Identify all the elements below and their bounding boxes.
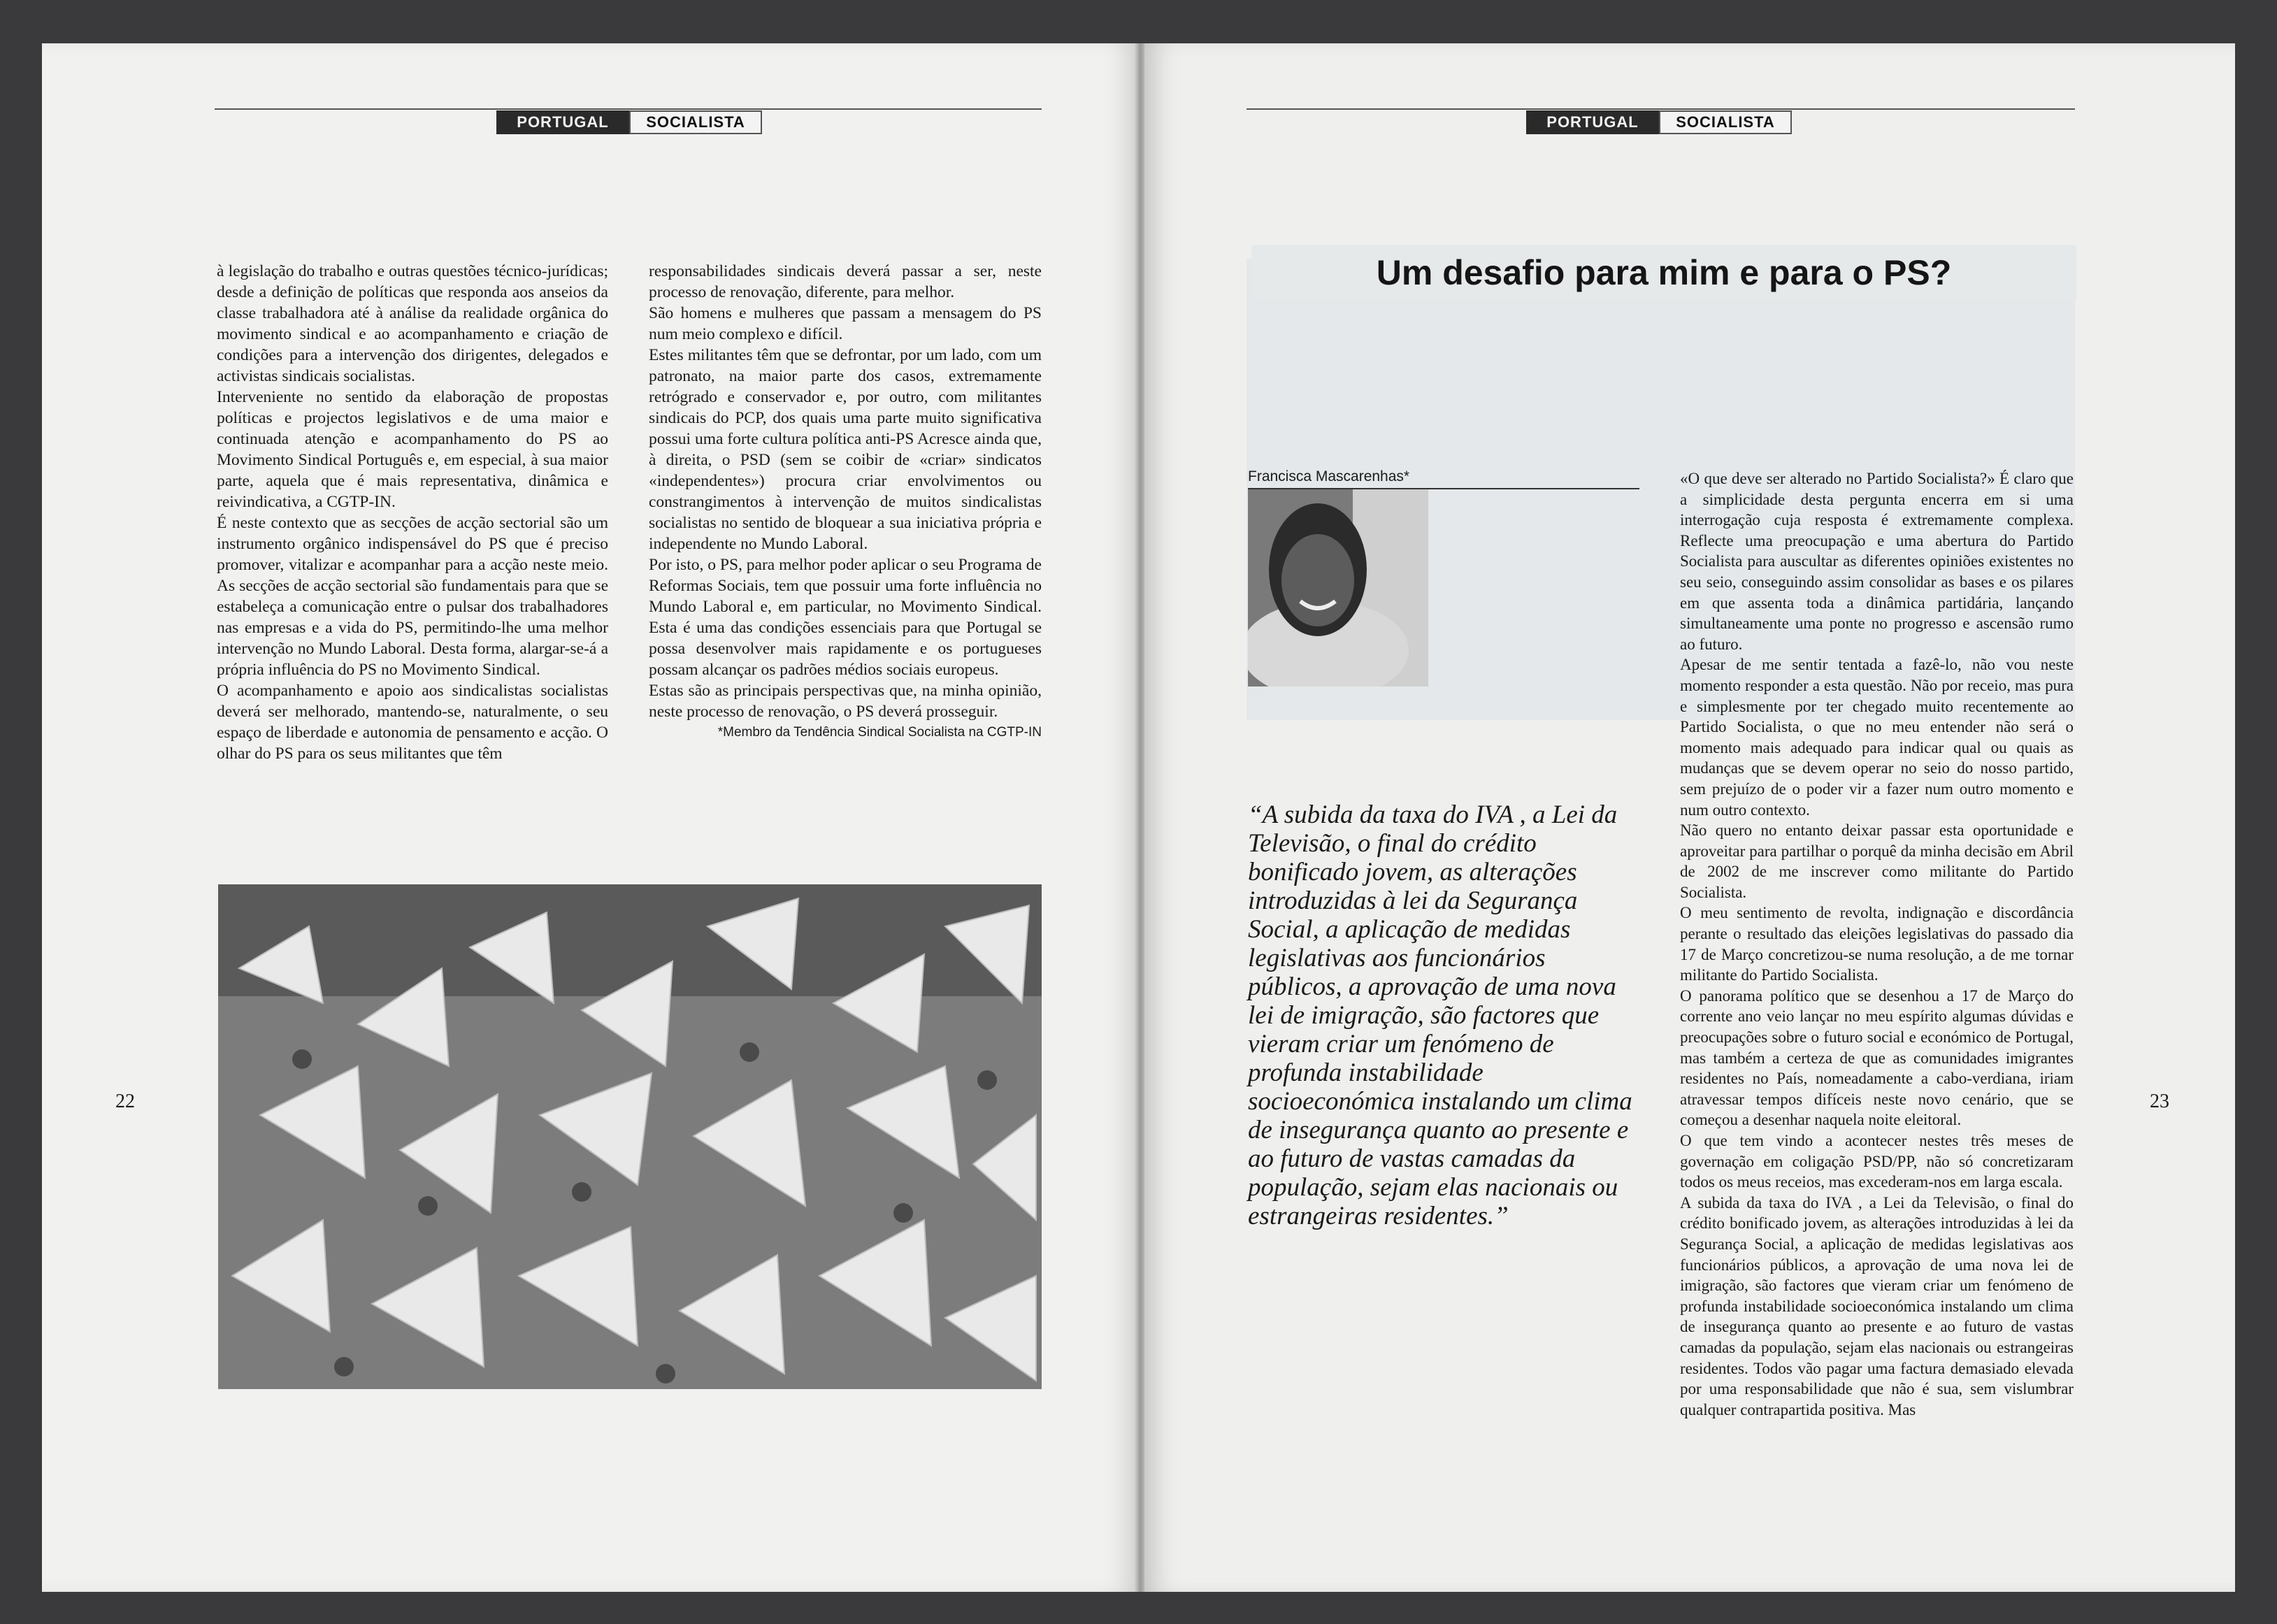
left-header-rule	[215, 108, 1042, 110]
left-column-1	[217, 261, 608, 764]
author-portrait	[1248, 489, 1428, 687]
paragraph: Por isto, o PS, para melhor poder aplicar o seu Programa de Reformas Sociais, tem que possuir uma forte influência no Mundo Laboral e, em particular, no Movimento Sindical. Esta é uma das condições essenciais para que Portugal se possa desenvolver mais rapidamente e os portugueses possam alcançar os padrões médios sociais europeus.	[649, 556, 1042, 679]
badge-socialista: SOCIALISTA	[1659, 110, 1792, 134]
badge-portugal: PORTUGAL	[496, 110, 629, 134]
paragraph: A subida da taxa do IVA , a Lei da Televisão, o final do crédito bonificado jovem, as alterações introduzidas à lei da Segurança Social, a aplicação de medidas legislativas aos funcionários públicos, a aprovação de uma nova lei de imigração, são factores que vieram criar um fenómeno de profunda instabilidade socioeconómica instalando um clima de insegurança quanto ao presente e ao futuro de vastas camadas da população, sejam elas nacionais ou estrangeiras residentes. Todos vão pagar uma factura demasiado elevada por uma responsabilidade que não é sua, sem vislumbrar qualquer contrapartida positiva. Mas	[1680, 1193, 2074, 1418]
paragraph: responsabilidades sindicais deverá passar a ser, neste processo de renovação, diferente, para melhor.	[649, 262, 1042, 301]
page-number-right: 23	[2150, 1091, 2169, 1112]
paragraph: «O que deve ser alterado no Partido Socialista?» É claro que a simplicidade desta pergunta encerra em si uma interrogação cuja resposta é extremamente complexa. Reflecte uma preocupação e uma abertura do Partido Socialista para auscultar as diferentes opiniões existentes no seu seio, conseguindo assim consolidar as bases e os pilares em que assenta toda a dinâmica partidária, lançando simultaneamente uma ponte no progresso e ascensão rumo ao futuro.	[1680, 470, 2074, 653]
badge-portugal: PORTUGAL	[1526, 110, 1659, 134]
rally-crowd-photo	[218, 884, 1042, 1389]
paragraph: O acompanhamento e apoio aos sindicalistas socialistas deverá ser melhorado, mantendo-se, naturalmente, o seu espaço de liberdade e autonomia de pensamento e acção. O olhar do PS para os seus militantes que têm	[217, 682, 608, 763]
left-header-badge	[496, 110, 762, 134]
pull-quote: “A subida da taxa do IVA , a Lei da Televisão, o final do crédito bonificado jovem, as alterações introduzidas à lei da Segurança Social, a aplicação de medidas legislativas aos funcionários públicos, a aprovação de uma nova lei de imigração, são factores que vieram criar um fenómeno de profunda instabilidade socioeconómica instalando um clima de insegurança quanto ao presente e ao futuro de vastas camadas da população, sejam elas nacionais ou estrangeiras residentes.”	[1248, 800, 1632, 1230]
paragraph: Interveniente no sentido da elaboração de propostas políticas e projectos legislativos e de uma maior e continuada atenção e acompanhamento do PS ao Movimento Sindical Português e, em especial, à sua maior parte, aquela que é mais representativa, dinâmica e reivindicativa, a CGTP-IN.	[217, 388, 608, 511]
page-number-left: 22	[115, 1091, 135, 1112]
paragraph: à legislação do trabalho e outras questões técnico-jurídicas; desde a definição de políticas que responda aos anseios da classe trabalhadora até à análise da realidade orgânica do movimento sindical e ao acompanhamento e criação de condições para a intervenção dos dirigentes, delegados e activistas sindicais socialistas.	[217, 262, 608, 385]
paragraph: Estas são as principais perspectivas que, na minha opinião, neste processo de renovação, o PS deverá prosseguir.	[649, 682, 1042, 721]
paragraph: O meu sentimento de revolta, indignação e discordância perante o resultado das eleições legislativas do passado dia 17 de Março concretizou-se numa resolução, a de me tornar militante do Partido Socialista.	[1680, 904, 2074, 984]
right-header-rule	[1247, 108, 2075, 110]
author-name: Francisca Mascarenhas*	[1248, 468, 1410, 484]
paragraph: O panorama político que se desenhou a 17 de Março do corrente ano veio lançar no meu espírito algumas dúvidas e preocupações sobre o futuro social e económico de Portugal, mas também a certeza de que as comunidades imigrantes residentes no País, nomeadamente a cabo-verdiana, iriam atravessar tempos difíceis neste novo cenário, que se começou a desenhar naquela noite eleitoral.	[1680, 986, 2074, 1129]
paragraph: É neste contexto que as secções de acção sectorial são um instrumento orgânico indispensável do PS que é preciso promover, vitalizar e acompanhar para a acção neste meio. As secções de acção sectorial são fundamentais para que se estabeleça a comunicação entre o pulsar dos trabalhadores nas empresas e a vida do PS, permitindo-lhe uma melhor intervenção no Mundo Laboral. Desta forma, alargar-se-á a própria influência do PS no Movimento Sindical.	[217, 514, 608, 679]
paragraph: Não quero no entanto deixar passar esta oportunidade e aproveitar para partilhar o porquê da minha decisão em Abril de 2002 de me inscrever como militante do Partido Socialista.	[1680, 821, 2074, 901]
paragraph: São homens e mulheres que passam a mensagem do PS num meio complexo e difícil.	[649, 304, 1042, 343]
paragraph: Apesar de me sentir tentada a fazê-lo, não vou neste momento responder a esta questão. Não por receio, mas pura e simplesmente por ter chegado muito recentemente ao Partido Socialista, o que no meu entender não será o momento mais adequado para indicar qual ou quais as mudanças que se devem operar no seio do nosso partido, sem prejuízo de o poder vir a fazer num outro momento e num outro contexto.	[1680, 656, 2074, 819]
paragraph: Estes militantes têm que se defrontar, por um lado, com um patronato, na maior parte dos casos, extremamente retrógrado e conservador e, por outro, com militantes sindicais do PCP, dos quais uma parte muito significativa possui uma forte cultura política anti-PS Acresce ainda que, à direita, o PSD (sem se coibir de «criar» sindicatos «independentes») procura criar envolvimentos ou constrangimentos à intervenção de muitos sindicalistas socialistas no sentido de bloquear a sua iniciativa própria e independente no Mundo Laboral.	[649, 346, 1042, 553]
right-column	[1680, 468, 2074, 1420]
paragraph: O que tem vindo a acontecer nestes três meses de governação em coligação PSD/PP, não só concretizaram todos os meus receios, mas excederam-nos em larga escala.	[1680, 1132, 2074, 1191]
article-title: Um desafio para mim e para o PS?	[1251, 245, 2076, 301]
footnote: *Membro da Tendência Sindical Socialista na CGTP-IN	[717, 725, 1042, 740]
left-column-2	[649, 261, 1042, 743]
badge-socialista: SOCIALISTA	[629, 110, 762, 134]
right-header-badge	[1526, 110, 1792, 134]
